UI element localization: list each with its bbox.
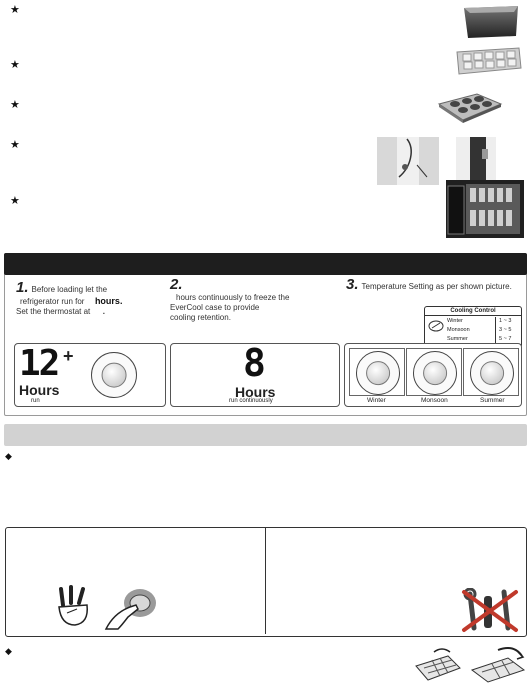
star-icon: ★ xyxy=(10,99,20,111)
cooling-row-value: 1 ~ 3 xyxy=(495,317,519,326)
step-1-line-5: . xyxy=(102,307,105,316)
season-label-summer: Summer xyxy=(480,397,505,404)
step-2 xyxy=(170,276,330,323)
step-1-line-1: Before loading let the xyxy=(31,285,108,294)
panel-run-continuously xyxy=(170,343,340,407)
step-3 xyxy=(346,276,512,293)
cooling-row-season: Summer xyxy=(447,336,468,342)
thermostat-dial-icon xyxy=(91,352,137,398)
step-1-number: 1. xyxy=(16,279,29,296)
panel-2-sub-label: run continuously xyxy=(229,398,273,404)
thermostat-dial-icon xyxy=(356,351,400,395)
cooling-row-season: Winter xyxy=(447,318,463,324)
step-1-line-2: refrigerator run for xyxy=(20,297,85,306)
bullet-icon: ◆ xyxy=(5,451,12,461)
step-2-line-3: cooling retention. xyxy=(170,313,231,322)
panel-2-hours-label: Hours xyxy=(235,384,276,400)
panel-run-hours xyxy=(14,343,166,407)
season-monsoon-box xyxy=(406,348,462,396)
panel-1-digits: 12 xyxy=(19,343,59,384)
star-icon: ★ xyxy=(10,139,20,151)
step-2-number: 2. xyxy=(170,276,183,293)
cooling-control-title: Cooling Control xyxy=(425,307,521,316)
step-1-line-4: Set the thermostat at xyxy=(16,307,91,316)
season-label-winter: Winter xyxy=(367,397,386,404)
fridge-interior-image xyxy=(446,180,524,238)
step-3-number: 3. xyxy=(346,276,359,293)
panel-2-digit: 8 xyxy=(243,341,266,385)
thermostat-dial-icon xyxy=(470,351,514,395)
step-1 xyxy=(16,279,156,317)
star-icon: ★ xyxy=(10,4,20,16)
panel-1-plus: + xyxy=(63,346,74,366)
no-tools-icon xyxy=(460,588,520,634)
cooling-control-table xyxy=(424,306,522,348)
door-hinge-image-1 xyxy=(377,137,439,185)
season-summer-box xyxy=(463,348,519,396)
season-winter-box xyxy=(349,348,405,396)
ice-tray-image xyxy=(455,46,523,76)
egg-tray-image xyxy=(437,92,503,124)
hand-three-fingers-icon xyxy=(55,585,97,629)
ice-tray-removal-image-2 xyxy=(468,644,528,686)
warning-divider xyxy=(265,528,266,634)
panel-1-sub-label: run xyxy=(31,398,40,404)
thermostat-knob-icon xyxy=(428,319,444,333)
step-2-line-2: EverCool case to provide xyxy=(170,303,260,312)
cooling-control-rows xyxy=(447,317,519,344)
cooling-row-season: Monsoon xyxy=(447,327,470,333)
setup-section-header xyxy=(4,253,527,275)
ice-tray-removal-image-1 xyxy=(412,646,464,686)
notes-section-header xyxy=(4,424,527,446)
star-icon: ★ xyxy=(10,195,20,207)
hand-pressing-button-icon xyxy=(104,585,160,631)
thermostat-dial-icon xyxy=(413,351,457,395)
cooling-row-value: 3 ~ 5 xyxy=(495,326,519,335)
step-1-line-3: hours. xyxy=(94,296,123,306)
panel-1-hours-label: Hours xyxy=(19,382,60,398)
door-hinge-image-2 xyxy=(456,137,496,183)
step-2-line-1: hours continuously to freeze the xyxy=(176,293,290,302)
panel-seasons xyxy=(344,343,522,407)
vegetable-tray-image xyxy=(460,2,522,40)
season-label-monsoon: Monsoon xyxy=(421,397,448,404)
star-icon: ★ xyxy=(10,59,20,71)
bullet-icon: ◆ xyxy=(5,646,12,656)
step-3-line-1: Temperature Setting as per shown picture. xyxy=(361,282,512,291)
cooling-row-value: 5 ~ 7 xyxy=(495,335,519,344)
